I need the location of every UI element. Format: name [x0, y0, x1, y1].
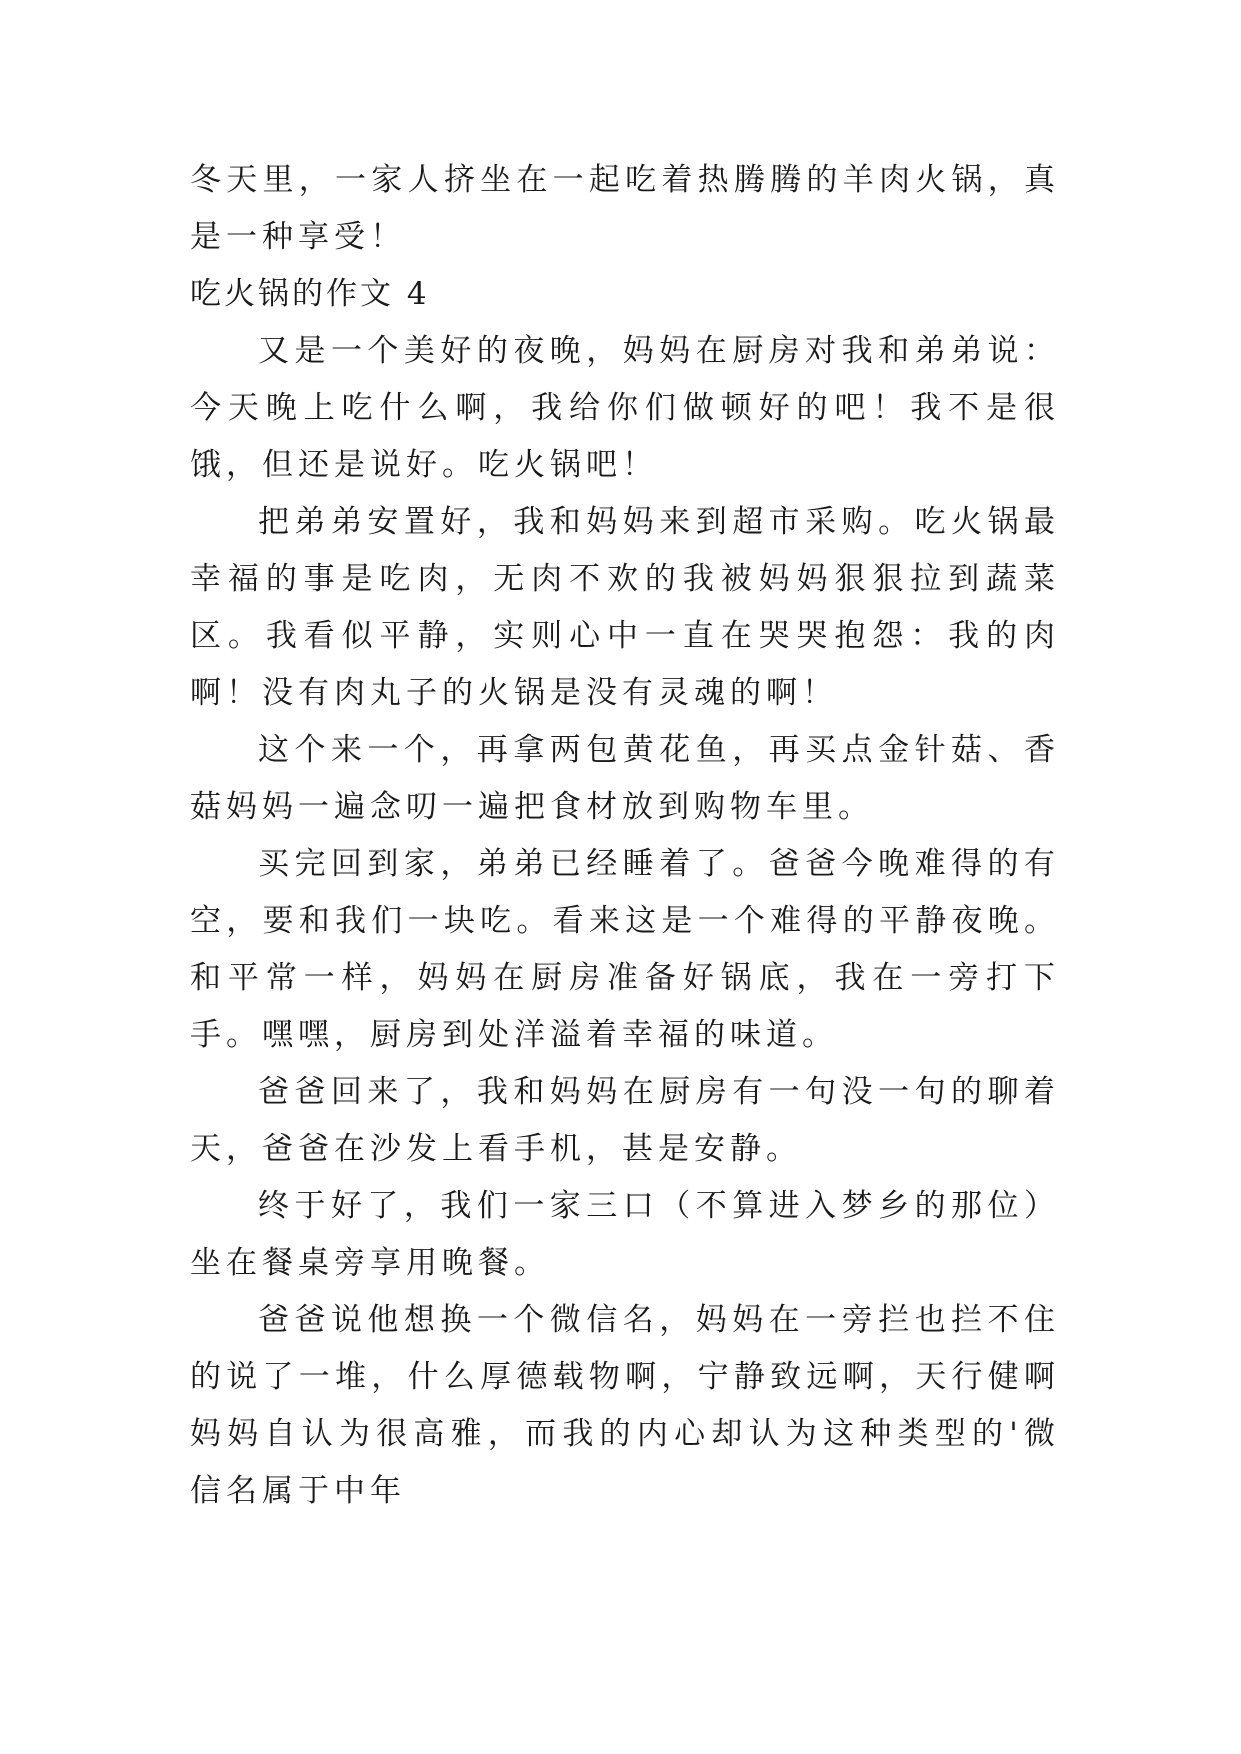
paragraph-3: 这个来一个，再拿两包黄花鱼，再买点金针菇、香菇妈妈一遍念叨一遍把食材放到购物车里。	[190, 732, 1060, 825]
paragraph-1: 又是一个美好的夜晚，妈妈在厨房对我和弟弟说：今天晚上吃什么啊，我给你们做顿好的吧！我不是很饿，但还是说好。吃火锅吧！	[190, 333, 1060, 483]
intro-paragraph: 冬天里，一家人挤坐在一起吃着热腾腾的羊肉火锅，真是一种享受！	[190, 162, 1060, 255]
document-body	[190, 152, 1060, 1520]
paragraph-6: 终于好了，我们一家三口（不算进入梦乡的那位）坐在餐桌旁享用晚餐。	[190, 1188, 1060, 1281]
section-heading: 吃火锅的作文 4	[190, 276, 430, 312]
paragraph-7: 爸爸说他想换一个微信名，妈妈在一旁拦也拦不住的说了一堆，什么厚德载物啊，宁静致远啊，天行健啊妈妈自认为很高雅，而我的内心却认为这种类型的'微信名属于中年	[190, 1302, 1060, 1509]
paragraph-4: 买完回到家，弟弟已经睡着了。爸爸今晚难得的有空，要和我们一块吃。看来这是一个难得的平静夜晚。和平常一样，妈妈在厨房准备好锅底，我在一旁打下手。嘿嘿，厨房到处洋溢着幸福的味道。	[190, 846, 1060, 1053]
paragraph-5: 爸爸回来了，我和妈妈在厨房有一句没一句的聊着天，爸爸在沙发上看手机，甚是安静。	[190, 1074, 1060, 1167]
paragraph-2: 把弟弟安置好，我和妈妈来到超市采购。吃火锅最幸福的事是吃肉，无肉不欢的我被妈妈狠狠拉到蔬菜区。我看似平静，实则心中一直在哭哭抱怨：我的肉啊！没有肉丸子的火锅是没有灵魂的啊！	[190, 504, 1060, 711]
